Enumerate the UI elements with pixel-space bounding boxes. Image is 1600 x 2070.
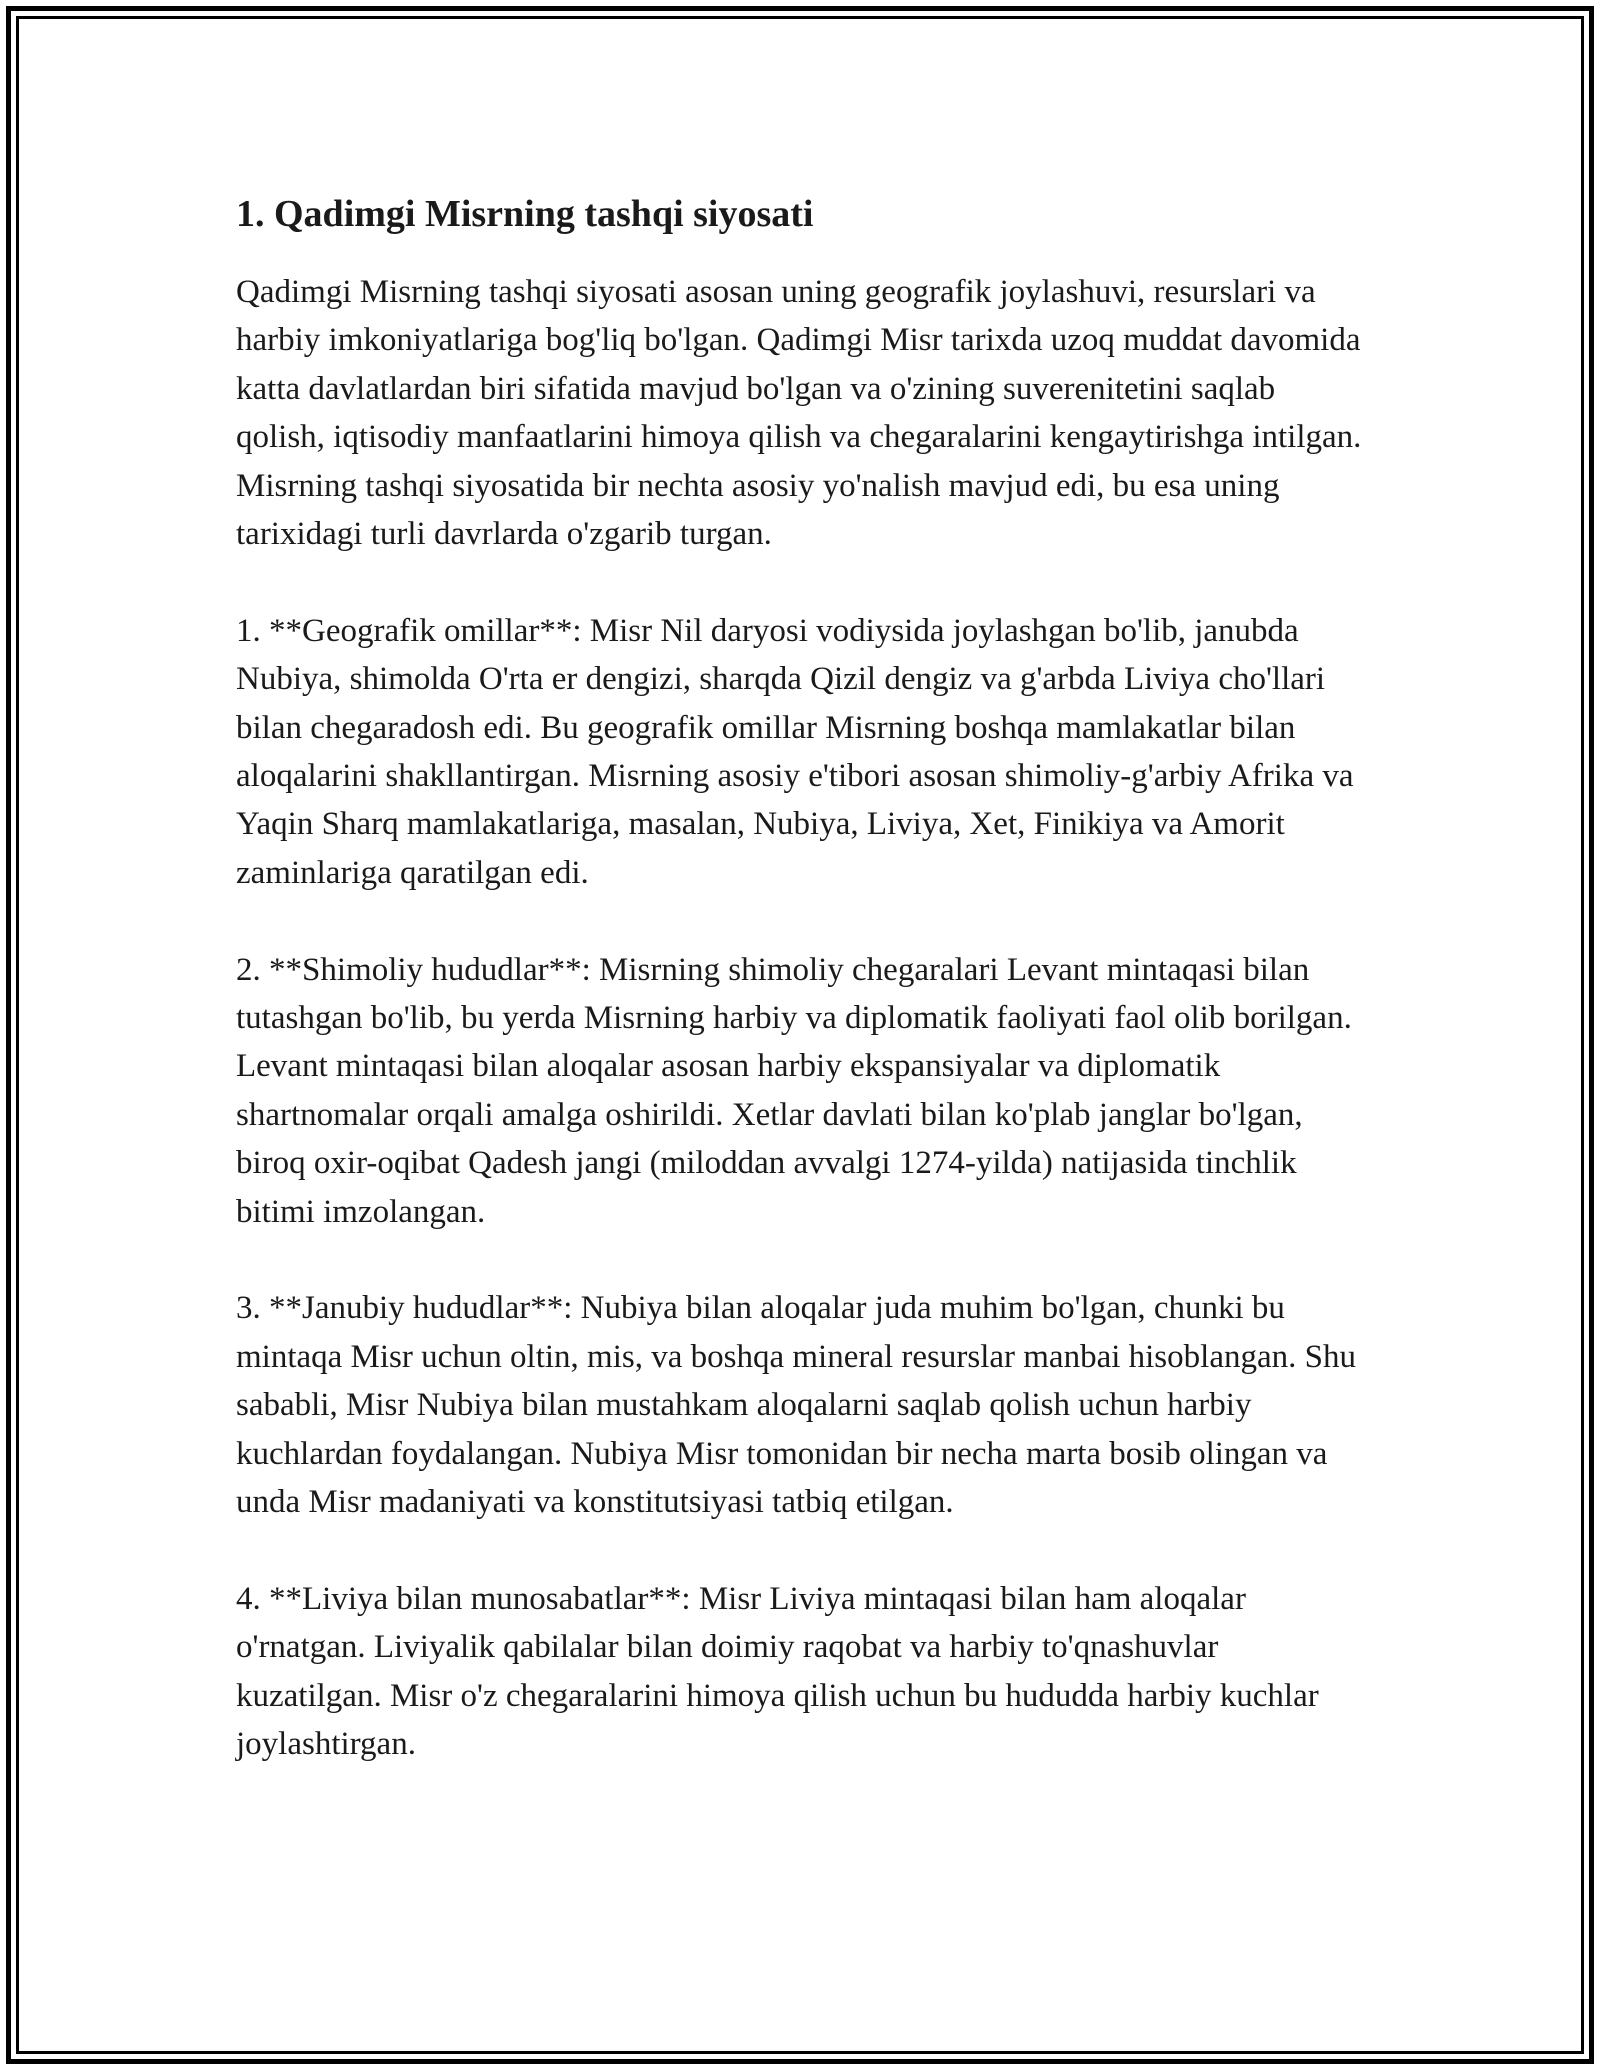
document-title: 1. Qadimgi Misrning tashqi siyosati — [236, 193, 814, 235]
paragraph-intro: Qadimgi Misrning tashqi siyosati asosan uning geografik joylashuvi, resurslari va harbiy imkoniyatlariga bog'liq bo'lgan. Qadimgi Misr tarixda uzoq muddat davomida katta davlatlardan biri sifatida mavjud bo'lgan va o'zining suverenitetini saqlab qolish, iqtisodiy manfaatlarini himoya qilish va chegaralarini kengaytirishga intilgan. Misrning tashqi siyosatida bir nechta asosiy yo'nalish mavjud edi, bu esa uning tarixidagi turli davrlarda o'zgarib turgan. — [236, 274, 1362, 553]
paragraph-northern-territories: 2. **Shimoliy hududlar**: Misrning shimoliy chegaralari Levant mintaqasi bilan tutashgan bo'lib, bu yerda Misrning harbiy va diplomatik faoliyati faol olib borilgan. Levant mintaqasi bilan aloqalar asosan harbiy ekspansiyalar va diplomatik shartnomalar orqali amalga oshirildi. Xetlar davlati bilan ko'plab janglar bo'lgan, biroq oxir-oqibat Qadesh jangi (miloddan avvalgi 1274-yilda) natijasida tinchlik bitimi imzolangan. — [236, 951, 1352, 1230]
paragraph-geographic-factors: 1. **Geografik omillar**: Misr Nil daryosi vodiysida joylashgan bo'lib, janubda Nubiya, shimolda O'rta er dengizi, sharqda Qizil dengiz va g'arbda Liviya cho'llari bilan chegaradosh edi. Bu geografik omillar Misrning boshqa mamlakatlar bilan aloqalarini shakllantirgan. Misrning asosiy e'tibori asosan shimoliy-g'arbiy Afrika va Yaqin Sharq mamlakatlariga, masalan, Nubiya, Liviya, Xet, Finikiya va Amorit zaminlariga qaratilgan edi. — [236, 612, 1354, 891]
paragraph-southern-territories: 3. **Janubiy hududlar**: Nubiya bilan aloqalar juda muhim bo'lgan, chunki bu mintaqa Misr uchun oltin, mis, va boshqa mineral resurslar manbai hisoblangan. Shu sababli, Misr Nubiya bilan mustahkam aloqalarni saqlab qolish uchun harbiy kuchlardan foydalangan. Nubiya Misr tomonidan bir necha marta bosib olingan va unda Misr madaniyati va konstitutsiyasi tatbiq etilgan. — [236, 1290, 1356, 1521]
document-body — [236, 188, 1366, 1817]
paragraph-libya-relations: 4. **Liviya bilan munosabatlar**: Misr Liviya mintaqasi bilan ham aloqalar o'rnatgan. Liviyalik qabilalar bilan doimiy raqobat va harbiy to'qnashuvlar kuzatilgan. Misr o'z chegaralarini himoya qilish uchun bu hududda harbiy kuchlar joylashtirgan. — [236, 1580, 1319, 1763]
